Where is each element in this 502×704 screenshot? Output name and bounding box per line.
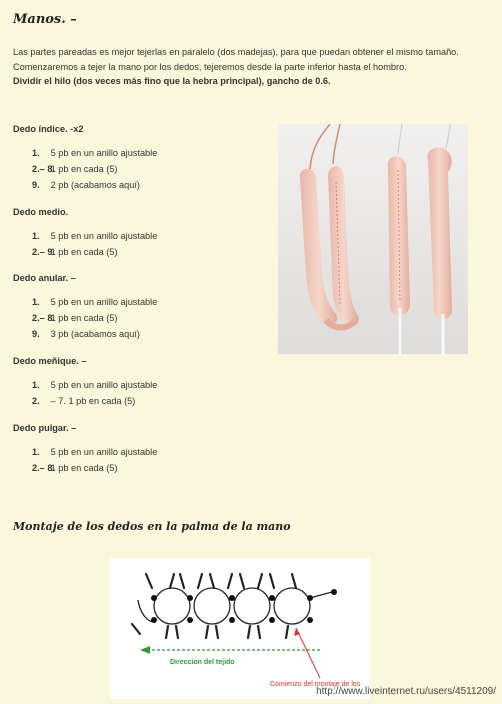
row-number: 1. (32, 380, 40, 390)
watermark-url: http://www.liveinternet.ru/users/4511209/ (316, 686, 496, 697)
row-text: 5 pb en un anillo ajustable (50, 447, 158, 457)
list-ring (32, 294, 157, 342)
row-text: 1 pb en cada (5) (50, 313, 118, 323)
list-item (32, 393, 157, 409)
section-heading-little: Dedo meñique. – (13, 356, 87, 366)
section-heading-thumb: Dedo pulgar. – (13, 423, 77, 433)
list-item (32, 460, 157, 476)
row-number: 2.– 8. (32, 164, 55, 174)
assembly-heading: Montaje de los dedos en la palma de la mano (13, 520, 291, 533)
list-item (32, 294, 157, 310)
list-item (32, 326, 157, 342)
row-number: 1. (32, 447, 40, 457)
intro-instruction: Dividir el hilo (dos veces más fino que la hebra principal), gancho de 0.6. (13, 76, 331, 87)
row-number: 1. (32, 231, 40, 241)
list-index (32, 145, 157, 193)
row-number: 1. (32, 297, 40, 307)
row-text: 5 pb en un anillo ajustable (50, 380, 158, 390)
section-heading-middle: Dedo medio. (13, 207, 69, 217)
direction-label: Direccion del tejido (170, 659, 235, 666)
row-text: 5 pb en un anillo ajustable (50, 231, 158, 241)
start-label: Comienzo del montaje de los (270, 681, 361, 688)
row-number: 9. (32, 329, 40, 339)
intro-text (13, 45, 491, 89)
list-item (32, 444, 157, 460)
fingers-photo-illustration (278, 124, 468, 354)
section-heading-index: Dedo índice. -x2 (13, 124, 84, 134)
list-item (32, 161, 157, 177)
list-item (32, 228, 157, 244)
list-item (32, 244, 157, 260)
list-thumb (32, 444, 157, 476)
stitch-diagram (110, 558, 370, 699)
row-number: 2.– 9. (32, 247, 55, 257)
row-text: 5 pb en un anillo ajustable (50, 148, 158, 158)
page-title: Manos. – (13, 12, 77, 27)
row-number: 1. (32, 148, 40, 158)
list-item (32, 145, 157, 161)
list-middle (32, 228, 157, 260)
row-text: – 7. 1 pb en cada (5) (50, 396, 136, 406)
row-number: 2.– 8. (32, 313, 55, 323)
intro-paragraph: Las partes pareadas es mejor tejerlas en paralelo (dos madejas), para que puedan obtener el mismo tamaño. Comenzaremos a tejer la mano por los dedos, tejeremos desde la parte inferior hasta el hombro. (13, 47, 459, 72)
row-text: 1 pb en cada (5) (50, 463, 118, 473)
list-item (32, 377, 157, 393)
list-item (32, 177, 157, 193)
row-number: 9. (32, 180, 40, 190)
row-text: 1 pb en cada (5) (50, 247, 118, 257)
assembly-diagram (110, 558, 370, 699)
list-little (32, 377, 157, 409)
row-text: 5 pb en un anillo ajustable (50, 297, 158, 307)
list-item (32, 310, 157, 326)
row-text: 2 pb (acabamos aquí) (50, 180, 140, 190)
row-number: 2.– 8. (32, 463, 55, 473)
row-text: 1 pb en cada (5) (50, 164, 118, 174)
section-heading-ring: Dedo anular. – (13, 273, 76, 283)
row-text: 3 pb (acabamos aquí) (50, 329, 140, 339)
fingers-photo (278, 124, 468, 354)
row-number: 2. (32, 396, 40, 406)
